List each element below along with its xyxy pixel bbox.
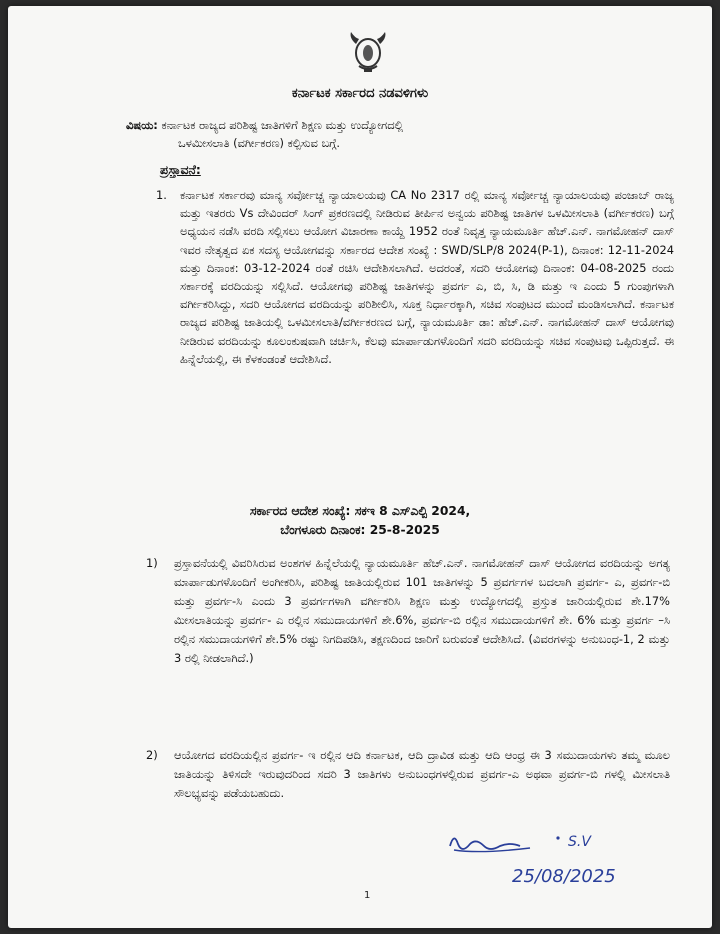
handwritten-signature [440, 824, 670, 894]
karnataka-emblem-icon [345, 30, 391, 74]
signature-date: 25/08/2025 [512, 866, 616, 887]
order-date-line: ಬೆಂಗಳೂರು ದಿನಾಂಕ: 25-8-2025 [280, 523, 440, 537]
subject-label: ವಿಷಯ: [126, 118, 158, 132]
order-number-line: ಸರ್ಕಾರದ ಆದೇಶ ಸಂಖ್ಯೆ: ಸಕಇ 8 ಎಸ್ಎಲ್ಪಿ 2024, [249, 504, 471, 518]
subject-block [126, 116, 686, 152]
preamble-number: 1. [156, 188, 167, 202]
preamble-heading: ಪ್ರಸ್ತಾವನೆ: [160, 162, 201, 177]
page-number: 1 [364, 890, 371, 901]
order-item-text: ಆಯೋಗದ ವರದಿಯಲ್ಲಿನ ಪ್ರವರ್ಗ- ಇ ರಲ್ಲಿನ ಆದಿ ಕರ್ನಾಟಕ, ಆದಿ ದ್ರಾವಿಡ ಮತ್ತು ಆದಿ ಆಂಧ್ರ ಈ 3 ಸಮುದಾಯಗಳು ತಮ್ಮ ಮೂಲ ಜಾತಿಯನ್ನು ತಿಳಿಸದೇ ಇರುವುದರಿಂದ ಸದರಿ 3 ಜಾತಿಗಳು ಅನುಬಂಧಗಳಲ್ಲಿರುವ ಪ್ರವರ್ಗ-ಎ ಅಥವಾ ಪ್ರವರ್ಗ-ಬಿ ಗಳಲ್ಲಿ ಮೀಸಲಾತಿ ಸೌಲಭ್ಯವನ್ನು ಪಡೆಯಬಹುದು. [174, 748, 670, 800]
preamble-paragraph [156, 186, 674, 368]
subject-text-1: ಕರ್ನಾಟಕ ರಾಜ್ಯದ ಪರಿಶಿಷ್ಟ ಜಾತಿಗಳಿಗೆ ಶಿಕ್ಷಣ ಮತ್ತು ಉದ್ಯೋಗದಲ್ಲಿ [161, 118, 404, 132]
subject-text-2: ಒಳಮೀಸಲಾತಿ (ವರ್ಗೀಕರಣ) ಕಲ್ಪಿಸುವ ಬಗ್ಗೆ. [178, 136, 341, 150]
order-heading [8, 502, 712, 540]
order-item-text: ಪ್ರಸ್ತಾವನೆಯಲ್ಲಿ ವಿವರಿಸಿರುವ ಅಂಶಗಳ ಹಿನ್ನೆಲೆಯಲ್ಲಿ ನ್ಯಾಯಮೂರ್ತಿ ಹೆಚ್.ಎನ್. ನಾಗಮೋಹನ್ ದಾಸ್ ಆಯೋಗದ ವರದಿಯನ್ನು ಅಗತ್ಯ ಮಾರ್ಪಾಡುಗಳೊಂದಿಗೆ ಅಂಗೀಕರಿಸಿ, ಪರಿಶಿಷ್ಟ ಜಾತಿಯಲ್ಲಿರುವ 101 ಜಾತಿಗಳನ್ನು 5 ಪ್ರವರ್ಗಗಳ ಬದಲಾಗಿ ಪ್ರವರ್ಗ- ಎ, ಪ್ರವರ್ಗ-ಬಿ ಮತ್ತು ಪ್ರವರ್ಗ-ಸಿ ಎಂದು 3 ಪ್ರವರ್ಗಗಳಾಗಿ ವರ್ಗೀಕರಿಸಿ ಶಿಕ್ಷಣ ಮತ್ತು ಉದ್ಯೋಗದಲ್ಲಿ ಪ್ರಸ್ತುತ ಜಾರಿಯಲ್ಲಿರುವ ಶೇ.17% ಮೀಸಲಾತಿಯನ್ನು ಪ್ರವರ್ಗ- ಎ ರಲ್ಲಿನ ಸಮುದಾಯಗಳಿಗೆ ಶೇ.6%, ಪ್ರವರ್ಗ-ಬಿ ರಲ್ಲಿನ ಸಮುದಾಯಗಳಿಗೆ ಶೇ. 6% ಮತ್ತು ಪ್ರವರ್ಗ –ಸಿ ರಲ್ಲಿನ ಸಮುದಾಯಗಳಿಗೆ ಶೇ.5% ರಷ್ಟು ನಿಗದಿಪಡಿಸಿ, ತಕ್ಷಣದಿಂದ ಜಾರಿಗೆ ಬರುವಂತೆ ಆದೇಶಿಸಿದೆ. (ವಿವರಗಳನ್ನು ಅನುಬಂಧ-1, 2 ಮತ್ತು 3 ರಲ್ಲಿ ನೀಡಲಾಗಿದೆ.) [174, 556, 670, 665]
document-title: ಕರ್ನಾಟಕ ಸರ್ಕಾರದ ನಡವಳಿಗಳು [291, 86, 429, 101]
document-page [8, 6, 712, 928]
order-item-number: 2) [146, 748, 158, 762]
subject-line-1 [126, 116, 686, 134]
preamble-text: ಕರ್ನಾಟಕ ಸರ್ಕಾರವು ಮಾನ್ಯ ಸರ್ವೋಚ್ಚ ನ್ಯಾಯಾಲಯವು CA No 2317 ರಲ್ಲಿ ಮಾನ್ಯ ಸರ್ವೋಚ್ಚ ನ್ಯಾಯಾಲಯವು ಪಂಜಾಬ್ ರಾಜ್ಯ ಮತ್ತು ಇತರರು Vs ದೇವಿಂದರ್ ಸಿಂಗ್ ಪ್ರಕರಣದಲ್ಲಿ ನೀಡಿರುವ ತೀರ್ಪಿನ ಅನ್ವಯ ಪರಿಶಿಷ್ಟ ಜಾತಿಗಳ ಒಳಮೀಸಲಾತಿ (ವರ್ಗೀಕರಣ) ಬಗ್ಗೆ ಅಧ್ಯಯನ ನಡೆಸಿ ವರದಿ ಸಲ್ಲಿಸಲು ಆಯೋಗ ವಿಚಾರಣಾ ಕಾಯ್ದೆ 1952 ರಂತೆ ನಿವೃತ್ತ ನ್ಯಾಯಮೂರ್ತಿ ಹೆಚ್.ಎನ್. ನಾಗಮೋಹನ್ ದಾಸ್ ಇವರ ನೇತೃತ್ವದ ಏಕ ಸದಸ್ಯ ಆಯೋಗವನ್ನು ಸರ್ಕಾರದ ಆದೇಶ ಸಂಖ್ಯೆ : SWD/SLP/8 2024(P-1), ದಿನಾಂಕ: 12-11-2024 ಮತ್ತು ದಿನಾಂಕ: 03-12-2024 ರಂತೆ ರಚಿಸಿ ಆದೇಶಿಸಲಾಗಿದೆ. ಅದರಂತೆ, ಸದರಿ ಆಯೋಗವು ದಿನಾಂಕ: 04-08-2025 ರಂದು ಸರ್ಕಾರಕ್ಕೆ ವರದಿಯನ್ನು ಸಲ್ಲಿಸಿದೆ. ಆಯೋಗವು ಪರಿಶಿಷ್ಟ ಜಾತಿಗಳನ್ನು ಪ್ರವರ್ಗ ಎ, ಬಿ, ಸಿ, ಡಿ ಮತ್ತು ಇ ಎಂದು 5 ಗುಂಪುಗಳಾಗಿ ವರ್ಗೀಕರಿಸಿದ್ದು, ಸದರಿ ಆಯೋಗದ ವರದಿಯನ್ನು ಪರಿಶೀಲಿಸಿ, ಸೂಕ್ತ ನಿರ್ಧಾರಕ್ಕಾಗಿ, ಸಚಿವ ಸಂಪುಟದ ಮುಂದೆ ಮಂಡಿಸಲಾಗಿದೆ. ಕರ್ನಾಟಕ ರಾಜ್ಯದ ಪರಿಶಿಷ್ಟ ಜಾತಿಯಲ್ಲಿ ಒಳಮೀಸಲಾತಿ/ವರ್ಗೀಕರಣದ ಬಗ್ಗೆ, ನ್ಯಾಯಮೂರ್ತಿ ಡಾ: ಹೆಚ್.ಎನ್. ನಾಗಮೋಹನ್ ದಾಸ್ ಆಯೋಗವು ನೀಡಿರುವ ವರದಿಯನ್ನು ಕೂಲಂಕುಷವಾಗಿ ಚರ್ಚಿಸಿ, ಕೆಲವು ಮಾರ್ಪಾಡುಗಳೊಂದಿಗೆ ಸದರಿ ವರದಿಯನ್ನು ಸಚಿವ ಸಂಪುಟವು ಒಪ್ಪಿರುತ್ತದೆ. ಈ ಹಿನ್ನೆಲೆಯಲ್ಲಿ, ಈ ಕೆಳಕಂಡಂತೆ ಆದೇಶಿಸಿದೆ. [180, 188, 674, 366]
signature-initial: S.V [568, 834, 591, 850]
order-item [146, 746, 670, 803]
order-item [146, 554, 670, 668]
order-item-number: 1) [146, 556, 158, 570]
